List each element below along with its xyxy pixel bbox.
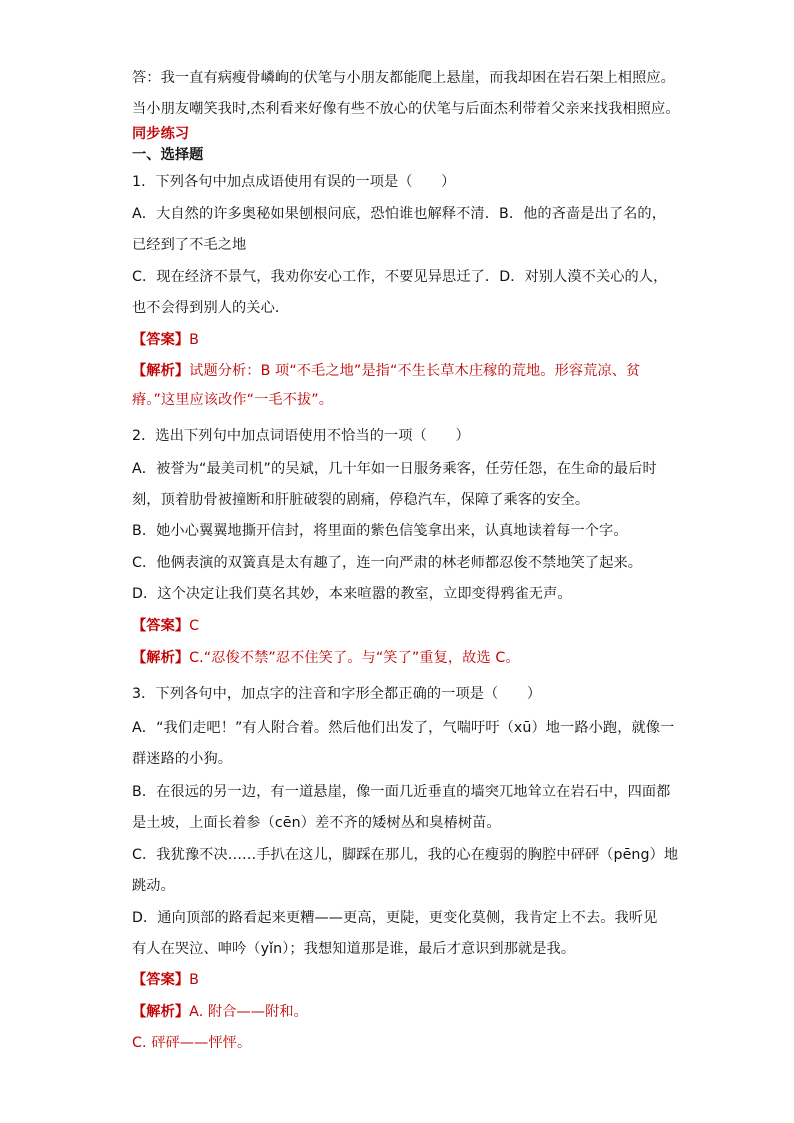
q1-answer — [132, 330, 199, 350]
analysis-label: 【解析】 — [132, 1004, 190, 1020]
q1-analysis-line2: 瘠。”这里应该改作“一毛不拔”。 — [132, 392, 333, 408]
q1-stem: 1．下列各句中加点成语使用有误的一项是（ ） — [132, 174, 456, 190]
q2-option-a-line1: A．被誉为“最美司机”的吴斌，几十年如一日服务乘客，任劳任怨，在生命的最后时 — [132, 461, 657, 477]
q2-option-b: B．她小心翼翼地撕开信封，将里面的紫色信笺拿出来，认真地读着每一个字。 — [132, 523, 628, 539]
q3-option-d-line1: D．通向顶部的路看起来更糟——更高，更陡，更变化莫侧，我肯定上不去。我听见 — [132, 910, 658, 926]
q2-option-d: D．这个决定让我们莫名其妙，本来喧嚣的教室，立即变得鸦雀无声。 — [132, 586, 572, 602]
q3-option-c-line2: 跳动。 — [132, 878, 175, 894]
q1-option-c-line1: C．现在经济不景气，我劝你安心工作，不要见异思迁了．D．对别人漠不关心的人， — [132, 269, 668, 285]
q3-analysis-line2: C. 砰砰——怦怦。 — [132, 1035, 252, 1051]
analysis-text: C.“忍俊不禁”忍不住笑了。与“笑了”重复，故选 C。 — [189, 650, 520, 666]
q3-option-a-line1: A．“我们走吧！”有人附合着。然后他们出发了，气喘吁吁（xū）地一路小跑，就像一 — [132, 720, 675, 736]
answer-value: C — [189, 618, 200, 634]
q2-stem: 2．选出下列句中加点词语使用不恰当的一项（ ） — [132, 428, 470, 444]
section-title: 同步练习 — [132, 126, 190, 142]
answer-value: B — [189, 972, 199, 988]
q3-answer — [132, 970, 199, 990]
q3-option-d-line2: 有人在哭泣、呻吟（yǐn）；我想知道那是谁，最后才意识到那就是我。 — [132, 941, 576, 957]
part-title: 一、选择题 — [132, 147, 204, 163]
answer-value: B — [189, 332, 199, 348]
q3-option-a-line2: 群迷路的小狗。 — [132, 751, 233, 767]
answer-label: 【答案】 — [132, 332, 190, 348]
q3-option-c-line1: C．我犹豫不决……手扒在这儿，脚踩在那儿，我的心在瘦弱的胸腔中砰砰（pēng）地 — [132, 847, 679, 863]
q1-option-c-line2: 也不会得到别人的关心． — [132, 300, 290, 316]
analysis-label: 【解析】 — [132, 650, 190, 666]
answer-label: 【答案】 — [132, 618, 190, 634]
q3-stem: 3．下列各句中，加点字的注音和字形全都正确的一项是（ ） — [132, 686, 542, 702]
intro-line-1: 答：我一直有病瘦骨嶙峋的伏笔与小朋友都能爬上悬崖，而我却困在岩石架上相照应。 — [132, 70, 675, 86]
q3-analysis-line1 — [132, 1002, 308, 1022]
q1-option-a-line1: A．大自然的许多奥秘如果刨根问底，恐怕谁也解释不清．B．他的吝啬是出了名的， — [132, 206, 666, 222]
answer-label: 【答案】 — [132, 972, 190, 988]
q3-option-b-line1: B．在很远的另一边，有一道悬崖，像一面几近垂直的墙突兀地耸立在岩石中，四面都 — [132, 784, 671, 800]
q1-option-a-line2: 已经到了不毛之地 — [132, 237, 247, 253]
q3-option-b-line2: 是土坡，上面长着参（cēn）差不齐的矮树丛和臭椿树苗。 — [132, 815, 501, 831]
q2-option-c: C．他俩表演的双簧真是太有趣了，连一向严肃的林老师都忍俊不禁地笑了起来。 — [132, 555, 643, 571]
analysis-text: A. 附合——附和。 — [189, 1004, 308, 1020]
intro-line-2: 当小朋友嘲笑我时,杰利看来好像有些不放心的伏笔与后面杰利带着父亲来找我相照应。 — [132, 101, 680, 117]
q2-option-a-line2: 刻，顶着肋骨被撞断和肝脏破裂的剧痛，停稳汽车，保障了乘客的安全。 — [132, 492, 590, 508]
q1-analysis-line1 — [132, 361, 640, 381]
analysis-text: 试题分析：B 项“不毛之地”是指“不生长草木庄稼的荒地。形容荒凉、贫 — [189, 363, 641, 379]
q2-analysis — [132, 648, 520, 668]
q2-answer — [132, 616, 199, 636]
analysis-label: 【解析】 — [132, 363, 190, 379]
